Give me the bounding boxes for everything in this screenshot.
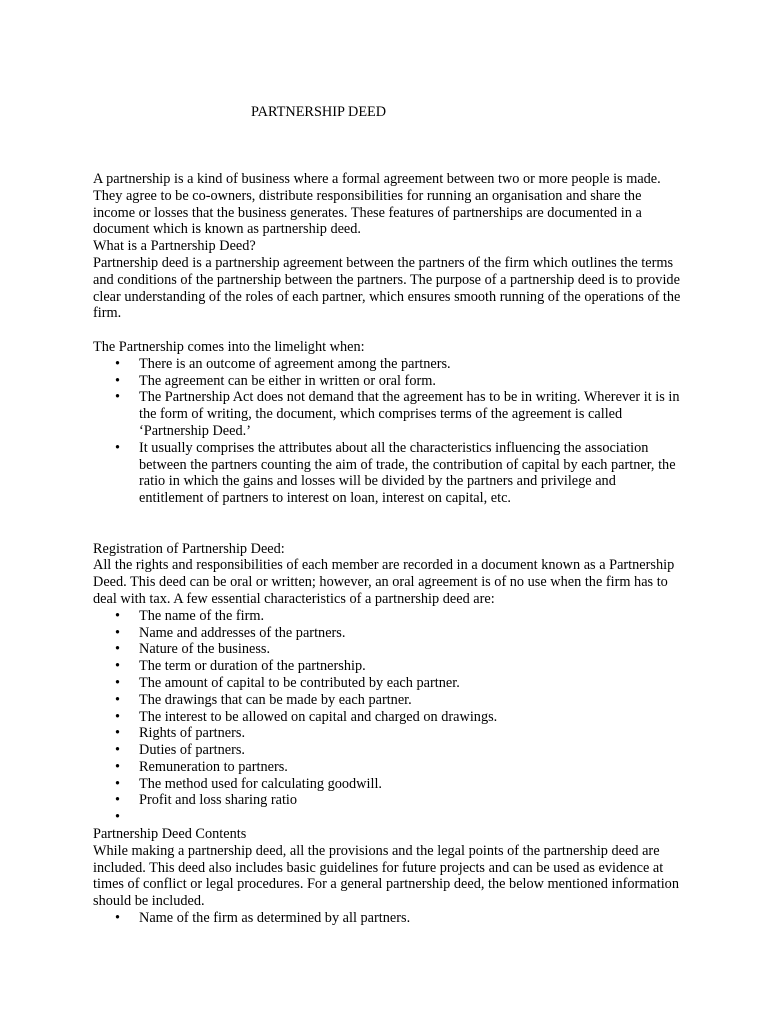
registration-paragraph: All the rights and responsibilities of each member are recorded in a document known as a Partnership Deed. This deed can be oral or written; however, an oral agreement is of no use when the firm has to deal with tax. A few essential characteristics of a partnership deed are:	[93, 557, 675, 607]
list-item: • Rights of partners.	[93, 725, 683, 742]
limelight-intro: The Partnership comes into the limelight when:	[93, 338, 365, 355]
spacer	[93, 322, 683, 339]
list-item: • The agreement can be either in written or oral form.	[93, 373, 683, 390]
list-item: • The Partnership Act does not demand that the agreement has to be in writing. Wherever it is in the form of writing, the document, which comprises terms of the agreement is called ‘Partnership Deed.’	[93, 389, 683, 439]
list-item: • The interest to be allowed on capital and charged on drawings.	[93, 709, 683, 726]
list-item: • The method used for calculating goodwill.	[93, 776, 683, 793]
spacer	[93, 507, 683, 541]
list-item: • The term or duration of the partnership.	[93, 658, 683, 675]
list-item: • It usually comprises the attributes about all the characteristics influencing the association between the partners counting the aim of trade, the contribution of capital by each partner, the ratio in which the gains and losses will be divided by the partners and privilege and entitlement of partners to interest on loan, interest on capital, etc.	[93, 440, 683, 507]
list-item: • Duties of partners.	[93, 742, 683, 759]
list-item: • Nature of the business.	[93, 641, 683, 658]
document-title: PARTNERSHIP DEED	[251, 104, 387, 120]
contents-heading: Partnership Deed Contents	[93, 826, 247, 843]
characteristics-list	[93, 608, 683, 826]
registration-heading: Registration of Partnership Deed:	[93, 540, 285, 557]
list-item: • Remuneration to partners.	[93, 759, 683, 776]
intro-paragraph: A partnership is a kind of business where a formal agreement between two or more people is made. They agree to be co-owners, distribute responsibilities for running an organisation and share the income or losses that the business generates. These features of partnerships are documented in a document which is known as partnership deed.	[93, 171, 661, 238]
list-item: • The name of the firm.	[93, 608, 683, 625]
document-body	[93, 171, 683, 927]
what-paragraph: Partnership deed is a partnership agreement between the partners of the firm which outlines the terms and conditions of the partnership between the partners. The purpose of a partnership deed is to provide clear understanding of the roles of each partner, which ensures smooth running of the operations of the firm.	[93, 254, 681, 322]
limelight-list	[93, 356, 683, 507]
list-item: • There is an outcome of agreement among the partners.	[93, 356, 683, 373]
contents-paragraph: While making a partnership deed, all the provisions and the legal points of the partnership deed are included. This deed also includes basic guidelines for future projects and can be used as evidence at times of conflict or legal procedures. For a general partnership deed, the below mentioned information should be included.	[93, 842, 679, 910]
contents-list	[93, 910, 683, 927]
list-item: • The drawings that can be made by each partner.	[93, 692, 683, 709]
what-heading: What is a Partnership Deed?	[93, 238, 256, 255]
list-item-empty	[93, 809, 683, 826]
list-item: • Profit and loss sharing ratio	[93, 792, 683, 809]
list-item: • Name and addresses of the partners.	[93, 625, 683, 642]
list-item: • The amount of capital to be contributed by each partner.	[93, 675, 683, 692]
list-item: • Name of the firm as determined by all partners.	[93, 910, 683, 927]
